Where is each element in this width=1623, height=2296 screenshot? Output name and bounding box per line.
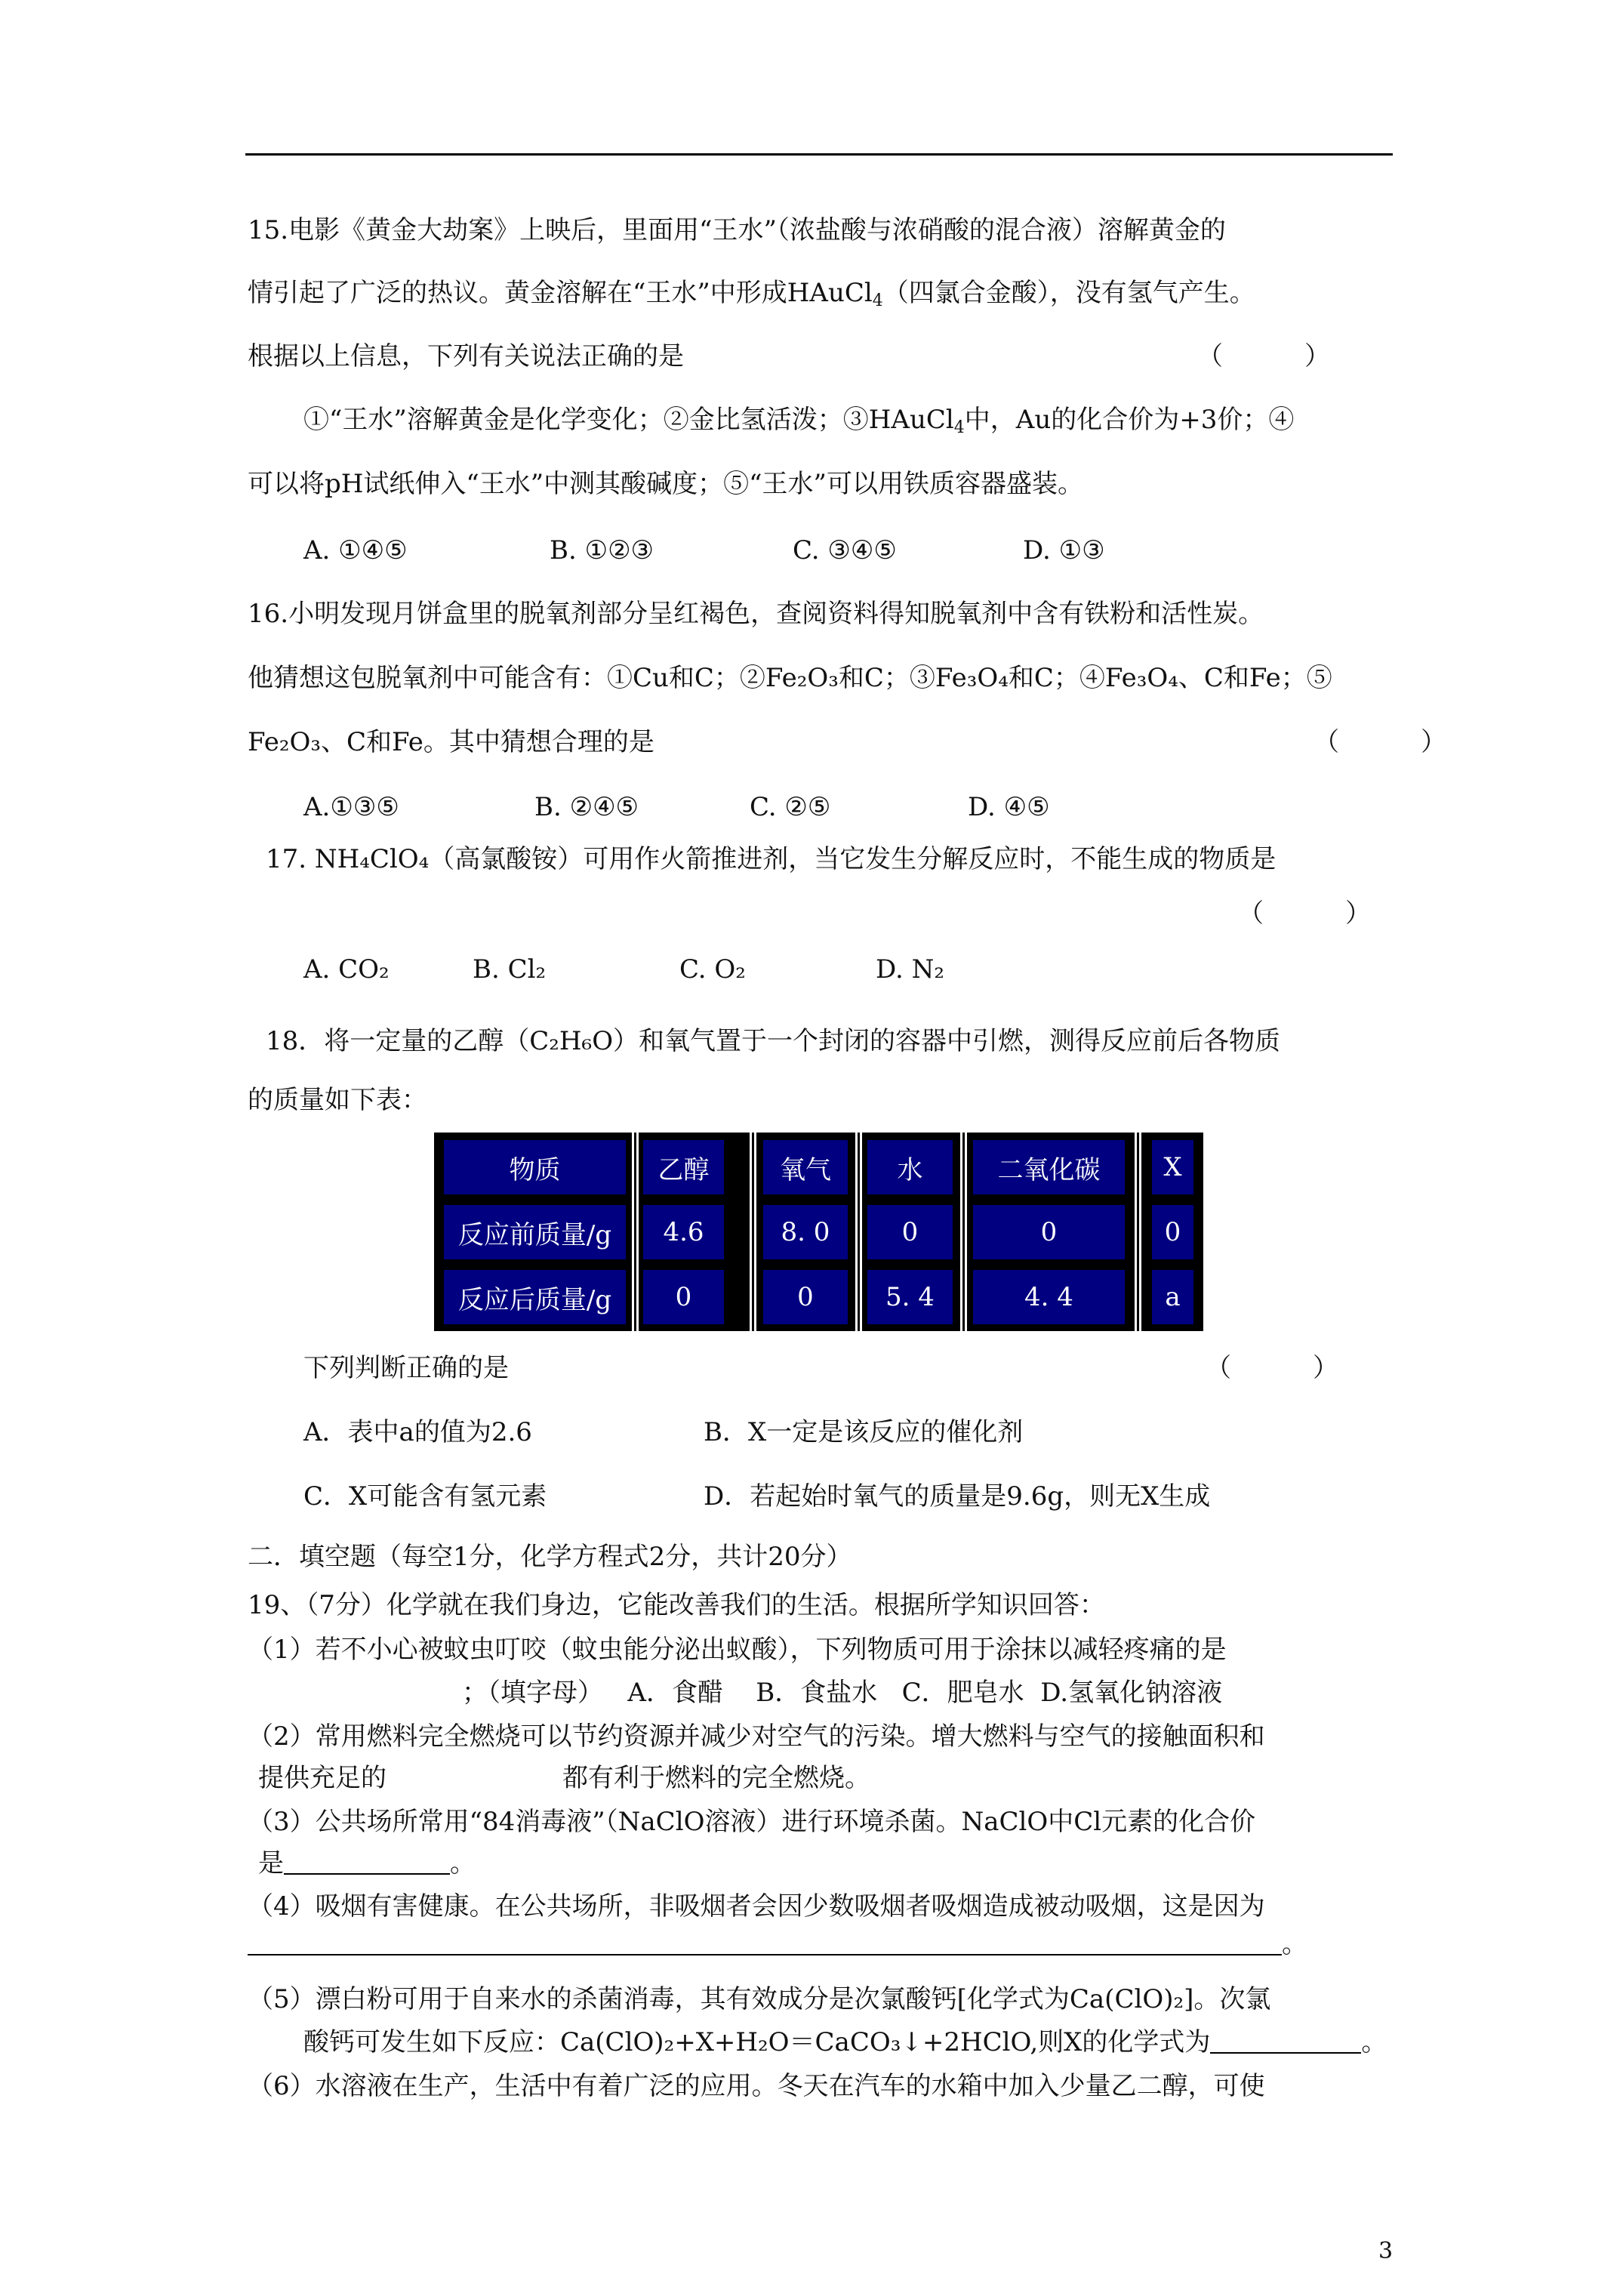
q19-part2-line1: （2）常用燃料完全燃烧可以节约资源并减少对空气的污染。增大燃料与空气的接触面积和 [248,1721,1265,1752]
header-rule [245,153,1393,156]
q19-part5-text: 酸钙可发生如下反应：Ca(ClO)₂+X+H₂O＝CaCO₃↓+2HClO,则X的化学式为 [303,2027,1211,2057]
q16-option-b: B. ②④⑤ [534,792,639,822]
table-divider [754,1133,756,1331]
q15-option-c: C. ③④⑤ [793,535,897,566]
q16-option-d: D. ④⑤ [968,792,1050,822]
q18-line1: 18．将一定量的乙醇（C₂H₆O）和氧气置于一个封闭的容器中引燃，测得反应前后各物质 [266,1026,1281,1056]
table-divider [636,1133,639,1331]
q19-part4-end: 。 [1282,1929,1307,1959]
q17-line1: 17. NH₄ClO₄（高氯酸铵）可用作火箭推进剂，当它发生分解反应时，不能生成的物质是 [266,844,1277,874]
q16-line1: 16.小明发现月饼盒里的脱氧剂部分呈红褐色，查阅资料得知脱氧剂中含有铁粉和活性炭。 [248,599,1264,629]
q15-answer-paren: （ ） [1197,341,1331,371]
table-cell: 4.6 [643,1205,724,1259]
q15-option-b: B. ①②③ [550,535,654,566]
table-cell: 4. 4 [973,1270,1125,1324]
table-divider [965,1133,967,1331]
table-cell: 0 [763,1270,848,1324]
table-cell: 0 [867,1205,953,1259]
q15-line2 [248,280,1255,310]
mass-table [434,1133,1203,1331]
table-divider [960,1133,962,1331]
table-cell: 反应前质量/g [444,1205,626,1259]
q15-line4 [303,407,1294,436]
q17-option-c: C. O₂ [679,954,746,985]
table-cell: 0 [643,1270,724,1324]
answer-blank[interactable] [284,1851,450,1875]
q15-line5: 可以将pH试纸伸入“王水”中测其酸碱度；⑤“王水”可以用铁质容器盛装。 [248,469,1083,499]
q19-part3-line1: （3）公共场所常用“84消毒液”（NaClO溶液）进行环境杀菌。NaClO中Cl元素的化合价 [248,1807,1256,1837]
q16-line3: Fe₂O₃、C和Fe。其中猜想合理的是 [248,727,654,757]
q18-answer-paren: （ ） [1206,1353,1339,1383]
q18-line2: 的质量如下表： [248,1085,427,1115]
table-divider [855,1133,858,1331]
table-divider [632,1133,634,1331]
q15-option-d: D. ①③ [1023,535,1105,566]
q19-part4-line2 [248,1931,1307,1957]
q15-line2-text: 情引起了广泛的热议。黄金溶解在“王水”中形成HAuCl [248,278,873,308]
q15-line4-text: ①“王水”溶解黄金是化学变化；②金比氢活泼；③HAuCl [303,405,954,435]
table-divider [1135,1133,1137,1331]
q19-line1: 19、（7分）化学就在我们身边，它能改善我们的生活。根据所学知识回答： [248,1590,1105,1620]
q15-line3: 根据以上信息，下列有关说法正确的是 [248,341,684,371]
table-header-cell: 水 [867,1140,953,1194]
q15-line4-text-b: 中，Au的化合价为+3价；④ [964,405,1295,435]
q18-option-d: D．若起始时氧气的质量是9.6g，则无X生成 [704,1481,1211,1512]
answer-blank[interactable] [248,1931,1282,1955]
q19-part1-line2: ；（填字母） A．食醋 B．食盐水 C．肥皂水 D.氢氧化钠溶液 [462,1678,1223,1708]
q15-line2-sub: 4 [872,291,883,310]
table-header-cell: 二氧化碳 [973,1140,1125,1194]
table-header-cell: 氧气 [763,1140,848,1194]
q19-part3-line2 [258,1848,476,1878]
q16-option-a: A.①③⑤ [303,792,399,822]
q19-part6-line1: （6）水溶液在生产，生活中有着广泛的应用。冬天在汽车的水箱中加入少量乙二醇，可使 [248,2071,1265,2101]
table-divider [1139,1133,1141,1331]
table-cell: 0 [1152,1205,1193,1259]
q15-option-a: A. ①④⑤ [303,535,408,566]
q19-part3-text: 是 [258,1848,284,1878]
q19-part2-line2b: 都有利于燃料的完全燃烧。 [562,1763,870,1793]
q16-line2: 他猜想这包脱氧剂中可能含有：①Cu和C；②Fe₂O₃和C；③Fe₃O₄和C；④Fe₃O₄、C和Fe；⑤ [248,663,1332,693]
table-cell: 5. 4 [867,1270,953,1324]
q17-option-d: D. N₂ [876,954,945,985]
q19-part4-line1: （4）吸烟有害健康。在公共场所，非吸烟者会因少数吸烟者吸烟造成被动吸烟，这是因为 [248,1891,1265,1922]
table-cell: 8. 0 [763,1205,848,1259]
q16-option-c: C. ②⑤ [750,792,831,822]
section2-heading: 二．填空题（每空1分，化学方程式2分，共计20分） [248,1542,852,1572]
table-header-cell: X [1152,1140,1193,1194]
page-number: 3 [1378,2238,1394,2264]
q18-option-a: A．表中a的值为2.6 [303,1417,532,1447]
q19-part3-end: 。 [450,1848,476,1878]
table-header-cell: 乙醇 [643,1140,724,1194]
q19-part5-line2 [303,2029,1387,2055]
q19-part5-end: 。 [1361,2027,1387,2057]
q16-answer-paren: （ ） [1313,727,1447,757]
answer-blank[interactable] [1210,2029,1361,2054]
table-cell: 0 [973,1205,1125,1259]
q19-part1-line1: （1）若不小心被蚊虫叮咬（蚊虫能分泌出蚁酸），下列物质可用于涂抹以减轻疼痛的是 [248,1635,1227,1665]
table-divider [860,1133,862,1331]
q18-option-b: B．X一定是该反应的催化剂 [704,1417,1024,1447]
q19-part5-line1: （5）漂白粉可用于自来水的杀菌消毒，其有效成分是次氯酸钙[化学式为Ca(ClO)₂]。次氯 [248,1984,1271,2014]
q17-option-b: B. Cl₂ [473,954,547,985]
q15-line1: 15.电影《黄金大劫案》上映后，里面用“王水”（浓盐酸与浓硝酸的混合液）溶解黄金的 [248,215,1226,245]
q18-line3: 下列判断正确的是 [303,1353,509,1383]
q15-line2-text-b: （四氯合金酸），没有氢气产生。 [882,278,1255,308]
q18-option-c: C．X可能含有氢元素 [303,1481,547,1512]
q19-part2-line2a: 提供充足的 [258,1763,387,1793]
table-header-cell: 物质 [444,1140,626,1194]
q15-line4-sub: 4 [953,418,965,437]
table-divider [750,1133,752,1331]
table-cell: a [1152,1270,1193,1324]
q17-option-a: A. CO₂ [303,954,390,985]
table-cell: 反应后质量/g [444,1270,626,1324]
q17-answer-paren: （ ） [1238,898,1372,929]
